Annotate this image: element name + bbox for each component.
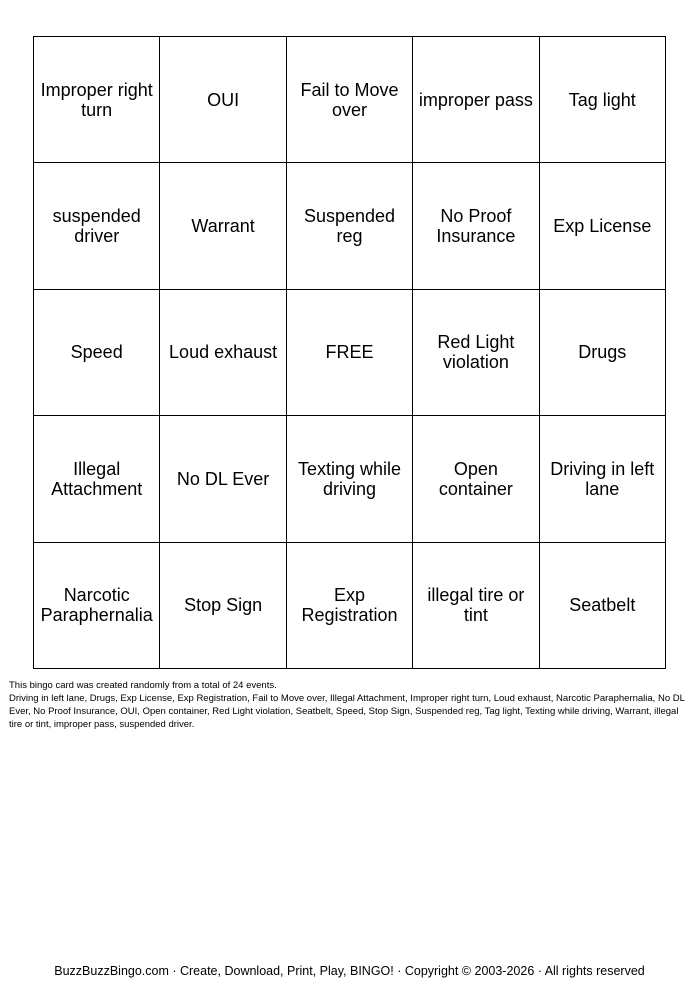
- bingo-cell-r5c3: Exp Registration: [287, 543, 413, 669]
- bingo-cell-r1c2: OUI: [160, 37, 286, 163]
- bingo-cell-r2c4: No Proof Insurance: [413, 163, 539, 289]
- bingo-cell-r3c1: Speed: [34, 290, 160, 416]
- bingo-cell-r2c1: suspended driver: [34, 163, 160, 289]
- bingo-cell-r2c3: Suspended reg: [287, 163, 413, 289]
- bingo-cell-r1c4: improper pass: [413, 37, 539, 163]
- bingo-cell-r5c2: Stop Sign: [160, 543, 286, 669]
- bingo-cell-r2c5: Exp License: [540, 163, 666, 289]
- bingo-cell-r2c2: Warrant: [160, 163, 286, 289]
- bingo-cell-r1c3: Fail to Move over: [287, 37, 413, 163]
- bingo-cell-r3c4: Red Light violation: [413, 290, 539, 416]
- bingo-cell-r4c3: Texting while driving: [287, 416, 413, 542]
- event-list: Driving in left lane, Drugs, Exp License, Exp Registration, Fail to Move over, Illegal Attachment, Improper right turn, Loud exhaust, Narcotic Paraphernalia, No DL Ever, No Proof Insurance, OUI, Open container, Red Light violation, Seatbelt, Speed, Stop Sign, Suspended reg, Tag light, Texting while driving, Warrant, illegal tire or tint, improper pass, suspended driver.: [9, 693, 685, 730]
- bingo-cell-r3c5: Drugs: [540, 290, 666, 416]
- bingo-cell-r5c1: Narcotic Paraphernalia: [34, 543, 160, 669]
- bingo-cell-r3c2: Loud exhaust: [160, 290, 286, 416]
- bingo-cell-r1c5: Tag light: [540, 37, 666, 163]
- card-generation-note: This bingo card was created randomly from a total of 24 events.: [9, 680, 277, 691]
- bingo-cell-r4c4: Open container: [413, 416, 539, 542]
- bingo-cell-r5c5: Seatbelt: [540, 543, 666, 669]
- bingo-cell-r4c1: Illegal Attachment: [34, 416, 160, 542]
- bingo-cell-r4c5: Driving in left lane: [540, 416, 666, 542]
- bingo-free-space: FREE: [287, 290, 413, 416]
- bingo-cell-r4c2: No DL Ever: [160, 416, 286, 542]
- page-footer: BuzzBuzzBingo.com · Create, Download, Print, Play, BINGO! · Copyright © 2003-2026 · All rights reserved: [54, 964, 645, 978]
- bingo-cell-r1c1: Improper right turn: [34, 37, 160, 163]
- bingo-card-grid: [33, 36, 666, 669]
- bingo-cell-r5c4: illegal tire or tint: [413, 543, 539, 669]
